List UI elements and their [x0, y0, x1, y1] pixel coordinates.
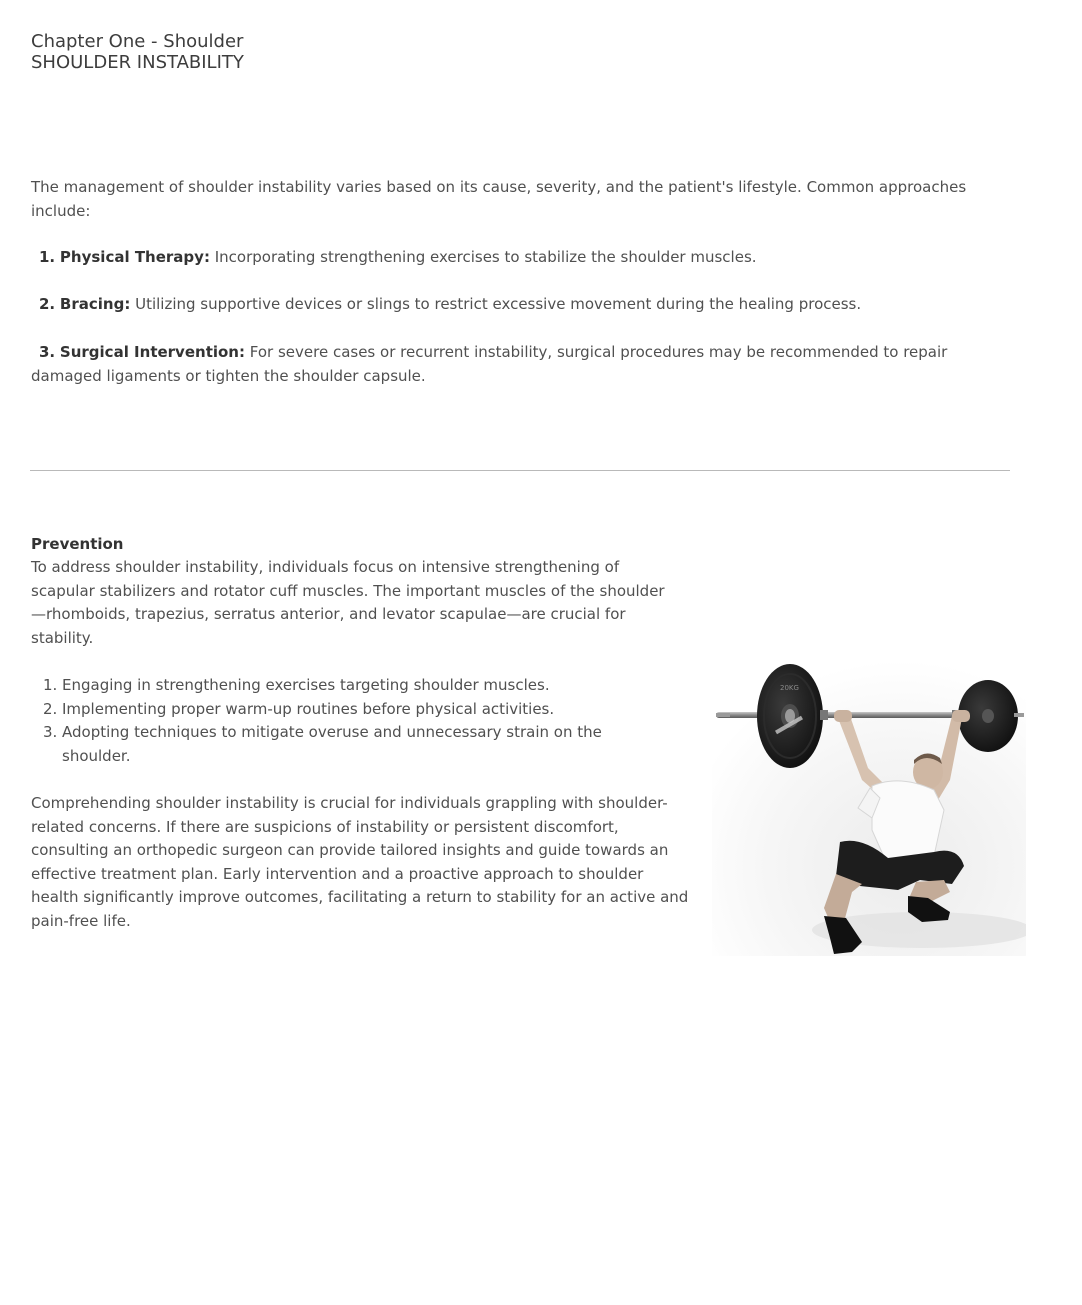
left-hand — [834, 710, 852, 722]
approach-label: Bracing: — [59, 295, 131, 313]
intro-text: The management of shoulder instability varies based on its cause, severity, and the patient's lifestyle. Common approaches include: — [31, 178, 967, 220]
approach-item — [31, 341, 1021, 388]
list-item — [31, 698, 671, 722]
list-marker: 3. — [43, 723, 58, 742]
prevention-list — [31, 674, 671, 768]
left-collar — [820, 710, 828, 720]
chapter-title: Chapter One - Shoulder — [31, 31, 244, 52]
list-item — [31, 674, 671, 698]
approach-number: 1. — [39, 248, 56, 266]
list-item — [31, 721, 671, 768]
prevention-heading: Prevention — [31, 535, 124, 553]
approach-text: Incorporating strengthening exercises to stabilize the shoulder muscles. — [214, 248, 757, 266]
weightlifter-photo — [712, 660, 1026, 956]
list-marker: 1. — [43, 676, 58, 694]
approach-item — [39, 246, 1029, 270]
approach-label: Physical Therapy: — [59, 248, 210, 266]
section-divider — [30, 470, 1010, 471]
right-hand — [952, 710, 970, 722]
left-weight-plate — [757, 664, 823, 768]
bar-end-left — [716, 713, 730, 717]
approach-text: For severe cases or recurrent instability, surgical procedures may be recommended to repair damaged ligaments or tighten the shoulder capsule. — [31, 343, 948, 385]
intro-paragraph — [31, 176, 1021, 223]
bar-end-right — [1014, 713, 1024, 717]
approach-label: Surgical Intervention: — [59, 343, 245, 361]
list-item-text: Engaging in strengthening exercises targeting shoulder muscles. — [62, 676, 550, 694]
approach-text: Utilizing supportive devices or slings to restrict excessive movement during the healing process. — [135, 295, 862, 313]
prevention-paragraph: To address shoulder instability, individuals focus on intensive strengthening of scapular stabilizers and rotator cuff muscles. The important muscles of the shoulder—rhomboids, trapezius, serratus anterior, and levator scapulae—are crucial for stability. — [31, 558, 665, 648]
plate-label: 20KG — [780, 684, 799, 692]
page-header — [31, 31, 244, 73]
closing-paragraph: Comprehending shoulder instability is crucial for individuals grappling with shoulder-related concerns. If there are suspicions of instability or persistent discomfort, consulting an orthopedic surgeon can provide tailored insights and guide towards an effective treatment plan. Early intervention and a proactive approach to shoulder health significantly improve outcomes, facilitating a return to stability for an active and pain-free life. — [31, 794, 689, 930]
section-title: SHOULDER INSTABILITY — [31, 52, 244, 73]
list-marker: 2. — [43, 699, 58, 718]
approach-number: 2. — [39, 295, 56, 313]
list-item-text: Implementing proper warm-up routines before physical activities. — [62, 699, 555, 718]
list-item-text: Adopting techniques to mitigate overuse and unnecessary strain on the shoulder. — [62, 723, 602, 765]
approach-number: 3. — [39, 343, 56, 361]
approach-item — [39, 293, 1039, 317]
